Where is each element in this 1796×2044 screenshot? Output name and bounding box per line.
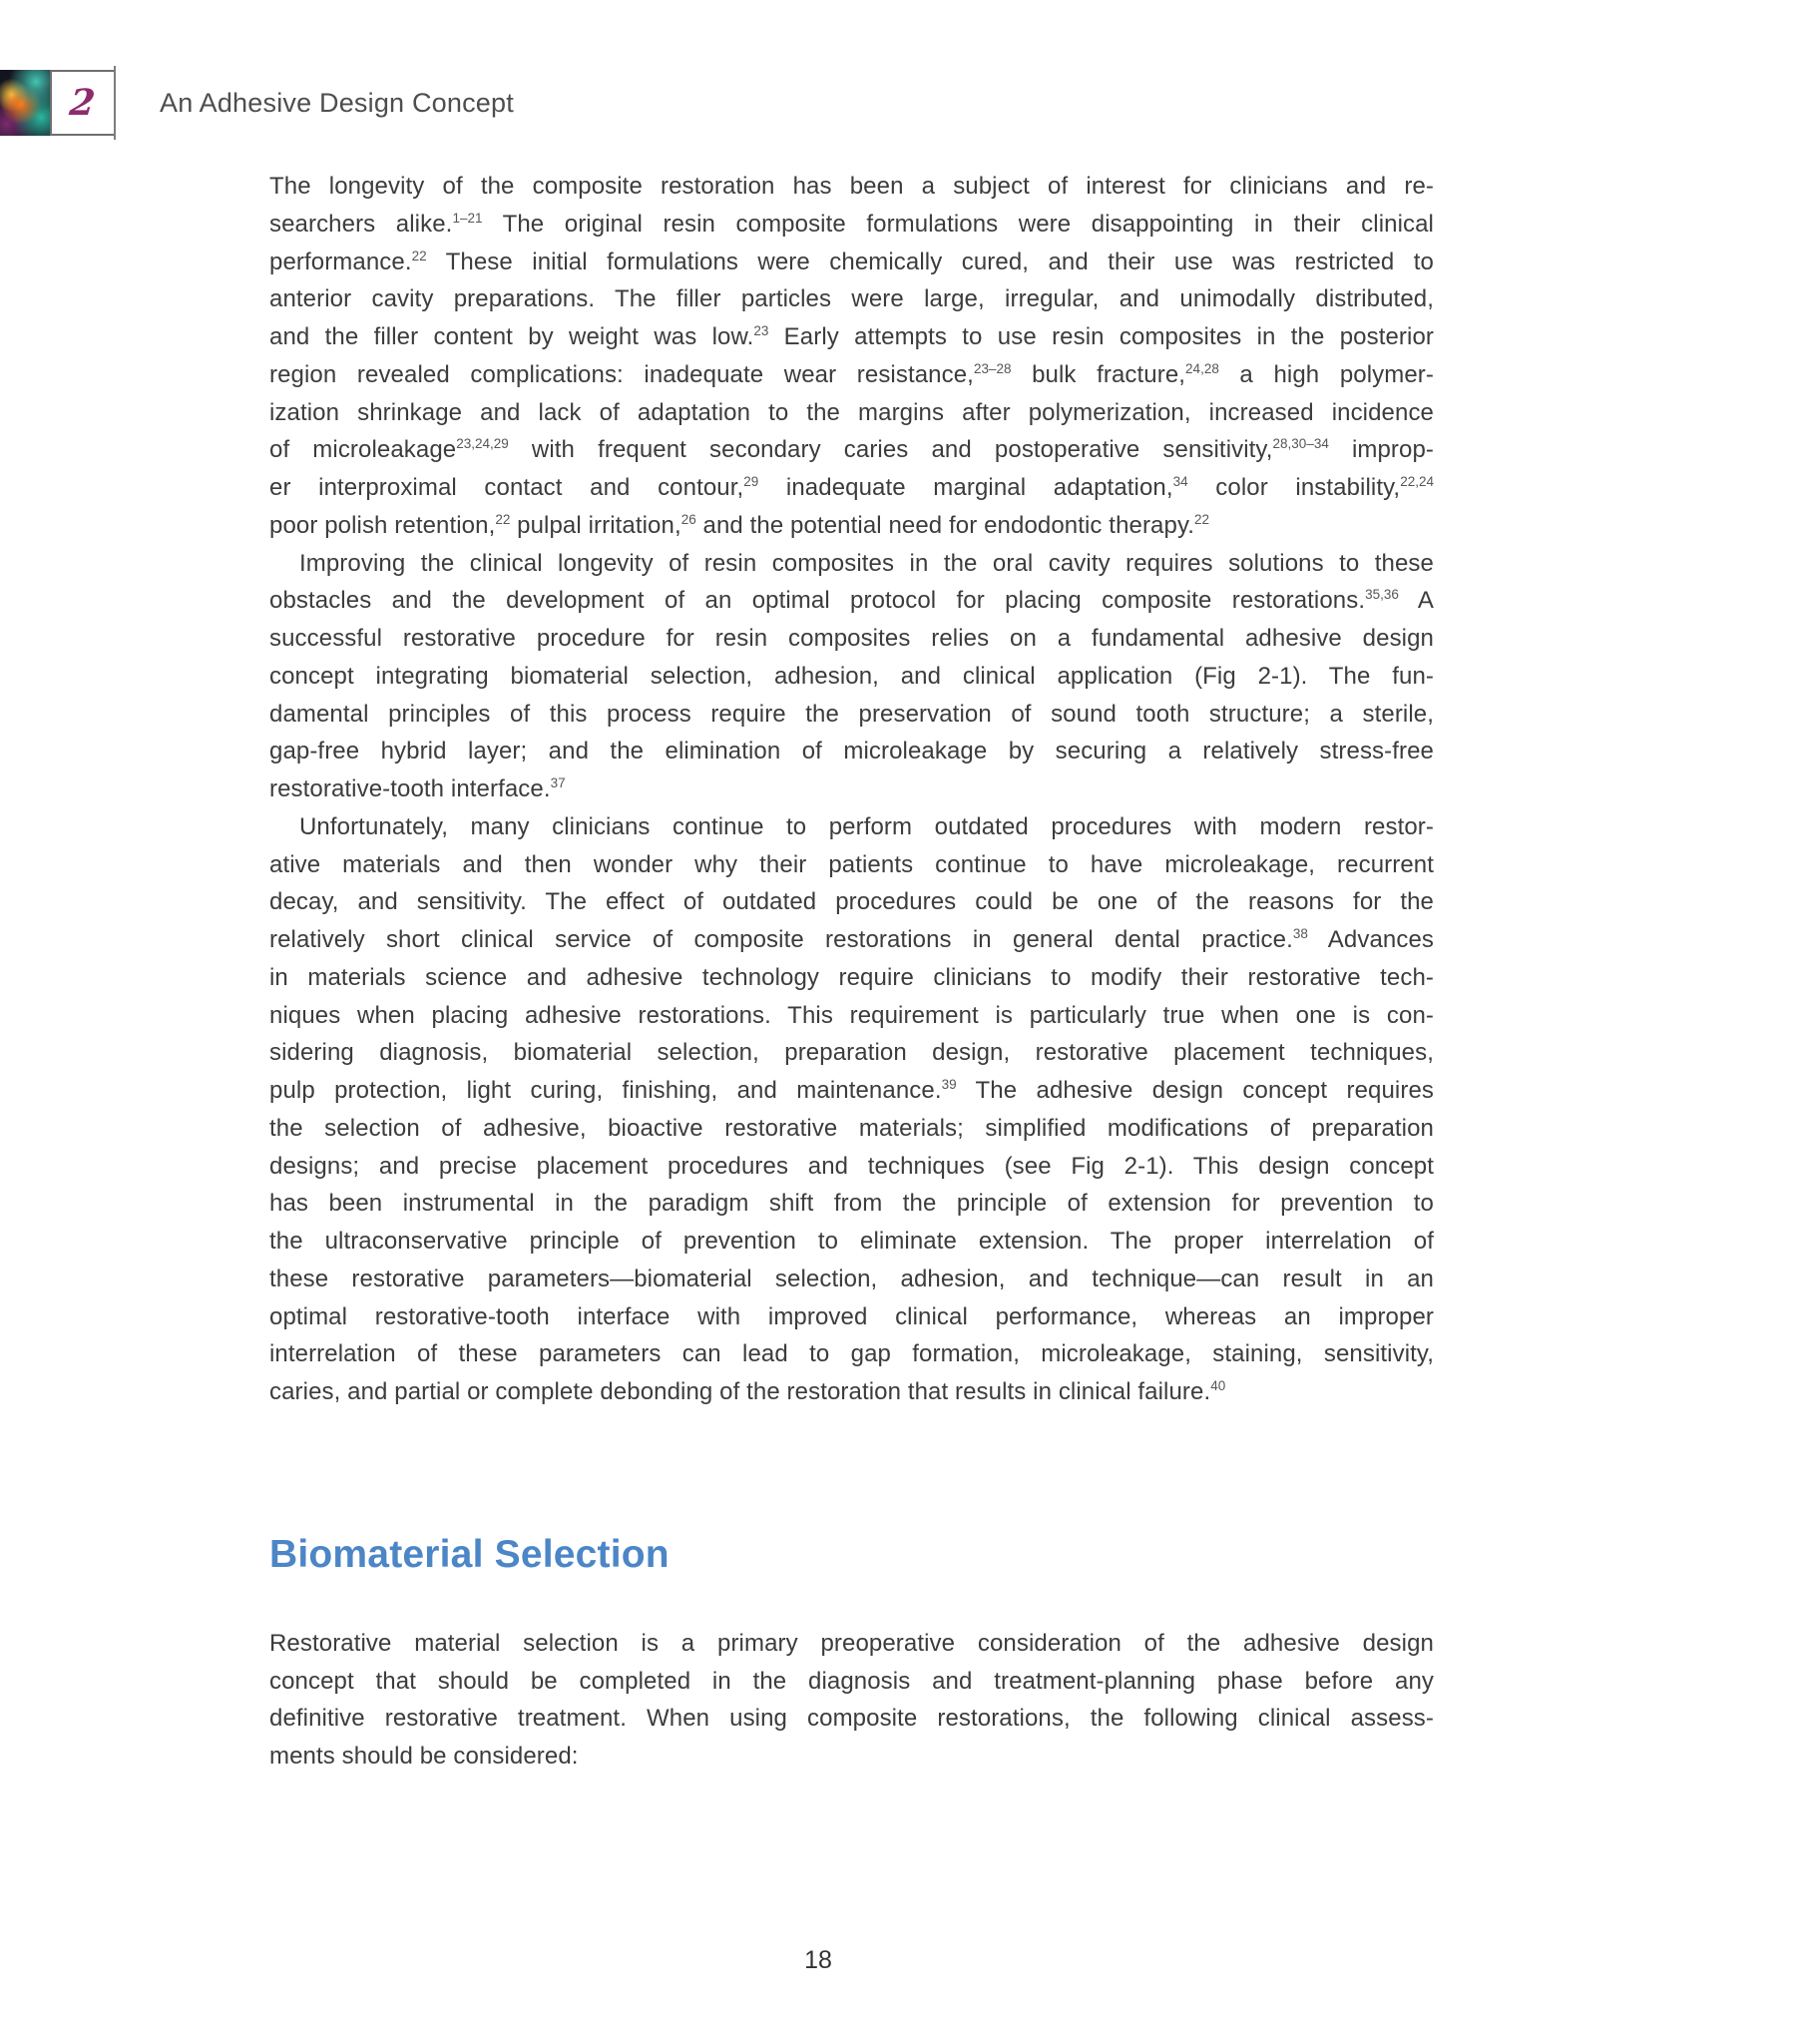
reference-superscript: 34 bbox=[1172, 474, 1188, 489]
reference-superscript: 40 bbox=[1210, 1378, 1226, 1393]
text-line: searchers alike.$^{1-21}$ The original resin composite formulations were disappointing in their clinical bbox=[269, 210, 1434, 238]
reference-superscript: 39 bbox=[941, 1077, 957, 1092]
text-line: ments should be considered: bbox=[269, 1743, 579, 1770]
reference-superscript: 28,30–34 bbox=[1272, 436, 1329, 452]
text-line: poor polish retention,$^{22}$ pulpal irritation,$^{26}$ and the potential need for endodontic therapy.$^{22}$ bbox=[269, 511, 1210, 539]
text-line: designs; and precise placement procedures and techniques (see Fig 2-1). This design concept bbox=[269, 1152, 1434, 1180]
text-line: concept that should be completed in the diagnosis and treatment-planning phase before any bbox=[269, 1667, 1434, 1695]
biomaterial-selection-section bbox=[269, 1625, 1434, 1776]
text-line: pulp protection, light curing, finishing, and maintenance.$^{39}$ The adhesive design concept requires bbox=[269, 1077, 1434, 1104]
text-line: definitive restorative treatment. When using composite restorations, the following clinical assess- bbox=[269, 1705, 1434, 1733]
header-divider-line bbox=[114, 66, 116, 140]
reference-superscript: 23–28 bbox=[973, 360, 1012, 376]
text-line: decay, and sensitivity. The effect of outdated procedures could be one of the reasons for the bbox=[269, 888, 1434, 916]
paragraph bbox=[269, 808, 1434, 1411]
page-header bbox=[0, 70, 514, 136]
reference-superscript: 37 bbox=[550, 775, 566, 790]
text-line: sidering diagnosis, biomaterial selection, preparation design, restorative placement techniques, bbox=[269, 1039, 1434, 1067]
chapter-number-badge bbox=[50, 70, 116, 136]
reference-superscript: 22 bbox=[1194, 511, 1210, 527]
text-line: performance.$^{22}$ These initial formulations were chemically cured, and their use was restricted to bbox=[269, 248, 1434, 275]
reference-superscript: 35,36 bbox=[1365, 587, 1399, 603]
reference-superscript: 26 bbox=[680, 511, 696, 527]
text-line: er interproximal contact and contour,$^{29}$ inadequate marginal adaptation,$^{34}$ color instability,$^{22,24}$ bbox=[269, 474, 1434, 501]
reference-superscript: 23 bbox=[753, 323, 769, 338]
section-heading: Biomaterial Selection bbox=[269, 1532, 670, 1576]
chapter-title: An Adhesive Design Concept bbox=[160, 87, 514, 118]
text-line: concept integrating biomaterial selection, adhesion, and clinical application (Fig 2-1). The fun- bbox=[269, 662, 1434, 690]
text-line: and the filler content by weight was low.$^{23}$ Early attempts to use resin composites in the posterior bbox=[269, 323, 1434, 350]
text-line: ative materials and then wonder why their patients continue to have microleakage, recurrent bbox=[269, 850, 1434, 878]
text-line: obstacles and the development of an optimal protocol for placing composite restorations.$^{35,36}$ A bbox=[269, 587, 1434, 615]
text-line: Restorative material selection is a primary preoperative consideration of the adhesive design bbox=[269, 1629, 1434, 1657]
text-line: gap-free hybrid layer; and the elimination of microleakage by securing a relatively stress-free bbox=[269, 738, 1434, 766]
text-line: region revealed complications: inadequate wear resistance,$^{23-28}$ bulk fracture,$^{24,28}$ a high polymer- bbox=[269, 360, 1434, 388]
text-column bbox=[269, 168, 1434, 1776]
reference-superscript: 22 bbox=[411, 248, 427, 263]
intro-section bbox=[269, 168, 1434, 1411]
text-line: optimal restorative-tooth interface with improved clinical performance, whereas an improper bbox=[269, 1302, 1434, 1330]
text-line: in materials science and adhesive technology require clinicians to modify their restorative tech- bbox=[269, 963, 1434, 991]
reference-superscript: 38 bbox=[1292, 926, 1308, 941]
chapter-number: 2 bbox=[68, 82, 98, 124]
reference-superscript: 24,28 bbox=[1185, 360, 1219, 376]
text-line: restorative-tooth interface.$^{37}$ bbox=[269, 775, 566, 802]
reference-superscript: 29 bbox=[743, 474, 759, 489]
text-line: interrelation of these parameters can lead to gap formation, microleakage, staining, sensitivity, bbox=[269, 1340, 1434, 1368]
text-line: caries, and partial or complete debonding of the restoration that results in clinical failure.$^{40}$ bbox=[269, 1378, 1226, 1405]
text-line: has been instrumental in the paradigm shift from the principle of extension for prevention to bbox=[269, 1190, 1434, 1218]
paragraph bbox=[269, 545, 1434, 808]
reference-superscript: 22 bbox=[495, 511, 511, 527]
text-line: ization shrinkage and lack of adaptation to the margins after polymerization, increased incidence bbox=[269, 398, 1434, 426]
reference-superscript: 23,24,29 bbox=[456, 436, 509, 452]
page-number: 18 bbox=[804, 1946, 832, 1974]
text-line: Unfortunately, many clinicians continue to perform outdated procedures with modern restor- bbox=[299, 812, 1434, 840]
paragraph bbox=[269, 168, 1434, 545]
page-footer bbox=[768, 1946, 868, 1975]
text-line: the ultraconservative principle of prevention to eliminate extension. The proper interrelation of bbox=[269, 1228, 1434, 1255]
text-line: niques when placing adhesive restorations. This requirement is particularly true when one is con- bbox=[269, 1001, 1434, 1029]
text-line: relatively short clinical service of composite restorations in general dental practice.$^{38}$ Advances bbox=[269, 926, 1434, 953]
reference-superscript: 22,24 bbox=[1400, 474, 1434, 489]
text-line: the selection of adhesive, bioactive restorative materials; simplified modifications of preparation bbox=[269, 1114, 1434, 1142]
text-line: anterior cavity preparations. The filler particles were large, irregular, and unimodally distributed, bbox=[269, 285, 1434, 313]
text-line: damental principles of this process require the preservation of sound tooth structure; a sterile, bbox=[269, 700, 1434, 728]
text-line: these restorative parameters—biomaterial selection, adhesion, and technique—can result in an bbox=[269, 1265, 1434, 1292]
chapter-thumbnail-image bbox=[0, 70, 50, 136]
text-line: The longevity of the composite restoration has been a subject of interest for clinicians and re- bbox=[269, 173, 1434, 200]
text-line: successful restorative procedure for resin composites relies on a fundamental adhesive design bbox=[269, 625, 1434, 652]
paragraph bbox=[269, 1625, 1434, 1776]
text-line: of microleakage$^{23,24,29}$ with frequent secondary caries and postoperative sensitivity,$^{28,30-34}$ improp- bbox=[269, 436, 1434, 464]
reference-superscript: 1–21 bbox=[452, 210, 483, 226]
text-line: Improving the clinical longevity of resin composites in the oral cavity requires solutions to these bbox=[299, 549, 1434, 577]
